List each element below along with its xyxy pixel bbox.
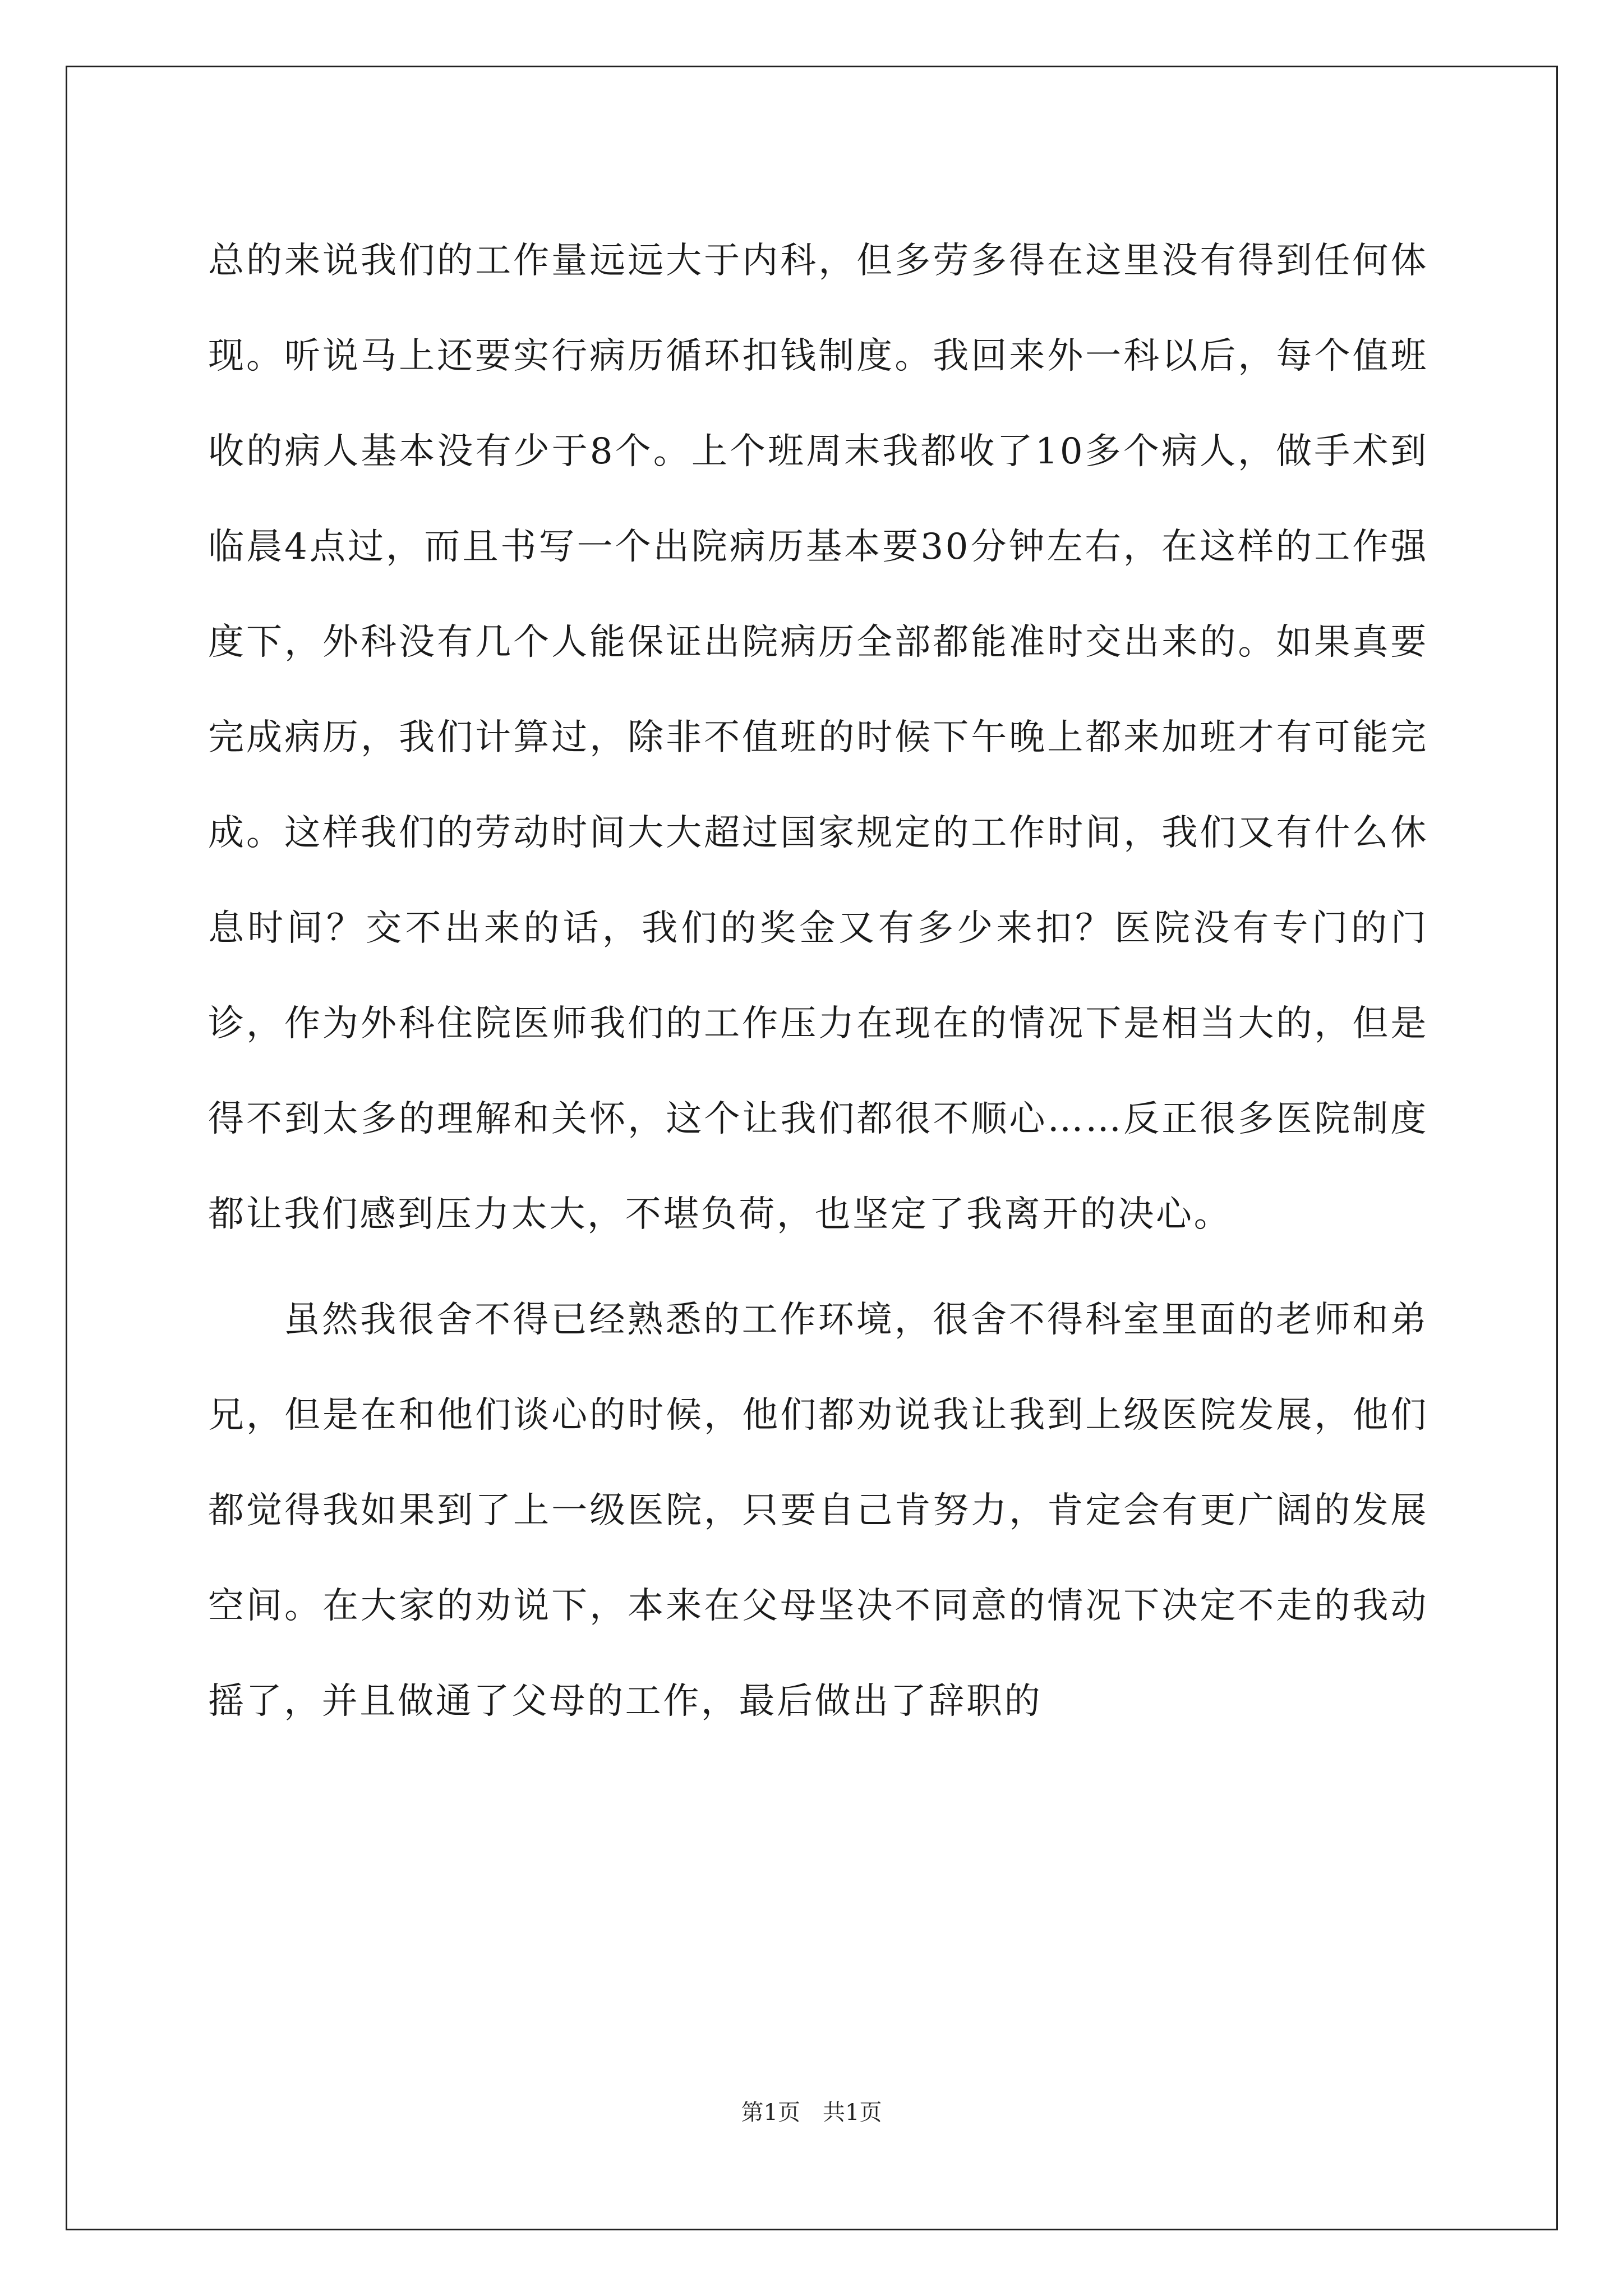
page-number-current: 第1页	[741, 2100, 800, 2125]
paragraph-1: 总的来说我们的工作量远远大于内科，但多劳多得在这里没有得到任何体现。听说马上还要实行病历循环扣钱制度。我回来外一科以后，每个值班收的病人基本没有少于8个。上个班周末我都收了10多个病人，做手术到临晨4点过，而且书写一个出院病历基本要30分钟左右，在这样的工作强度下，外科没有几个人能保证出院病历全部都能准时交出来的。如果真要完成病历，我们计算过，除非不值班的时候下午晚上都来加班才有可能完成。这样我们的劳动时间大大超过国家规定的工作时间，我们又有什么休息时间？交不出来的话，我们的奖金又有多少来扣？医院没有专门的门诊，作为外科住院医师我们的工作压力在现在的情况下是相当大的，但是得不到太多的理解和关怀，这个让我们都很不顺心……反正很多医院制度都让我们感到压力太大，不堪负荷，也坚定了我离开的决心。	[208, 240, 1428, 1235]
page-number-total: 共1页	[823, 2100, 882, 2125]
document-body	[208, 213, 1428, 1749]
paragraph-2: 虽然我很舍不得已经熟悉的工作环境，很舍不得科室里面的老师和弟兄，但是在和他们谈心的时候，他们都劝说我让我到上级医院发展，他们都觉得我如果到了上一级医院，只要自己肯努力，肯定会有更广阔的发展空间。在大家的劝说下，本来在父母坚决不同意的情况下决定不走的我动摇了，并且做通了父母的工作，最后做出了辞职的	[208, 1299, 1428, 1722]
page-footer	[0, 2099, 1623, 2126]
